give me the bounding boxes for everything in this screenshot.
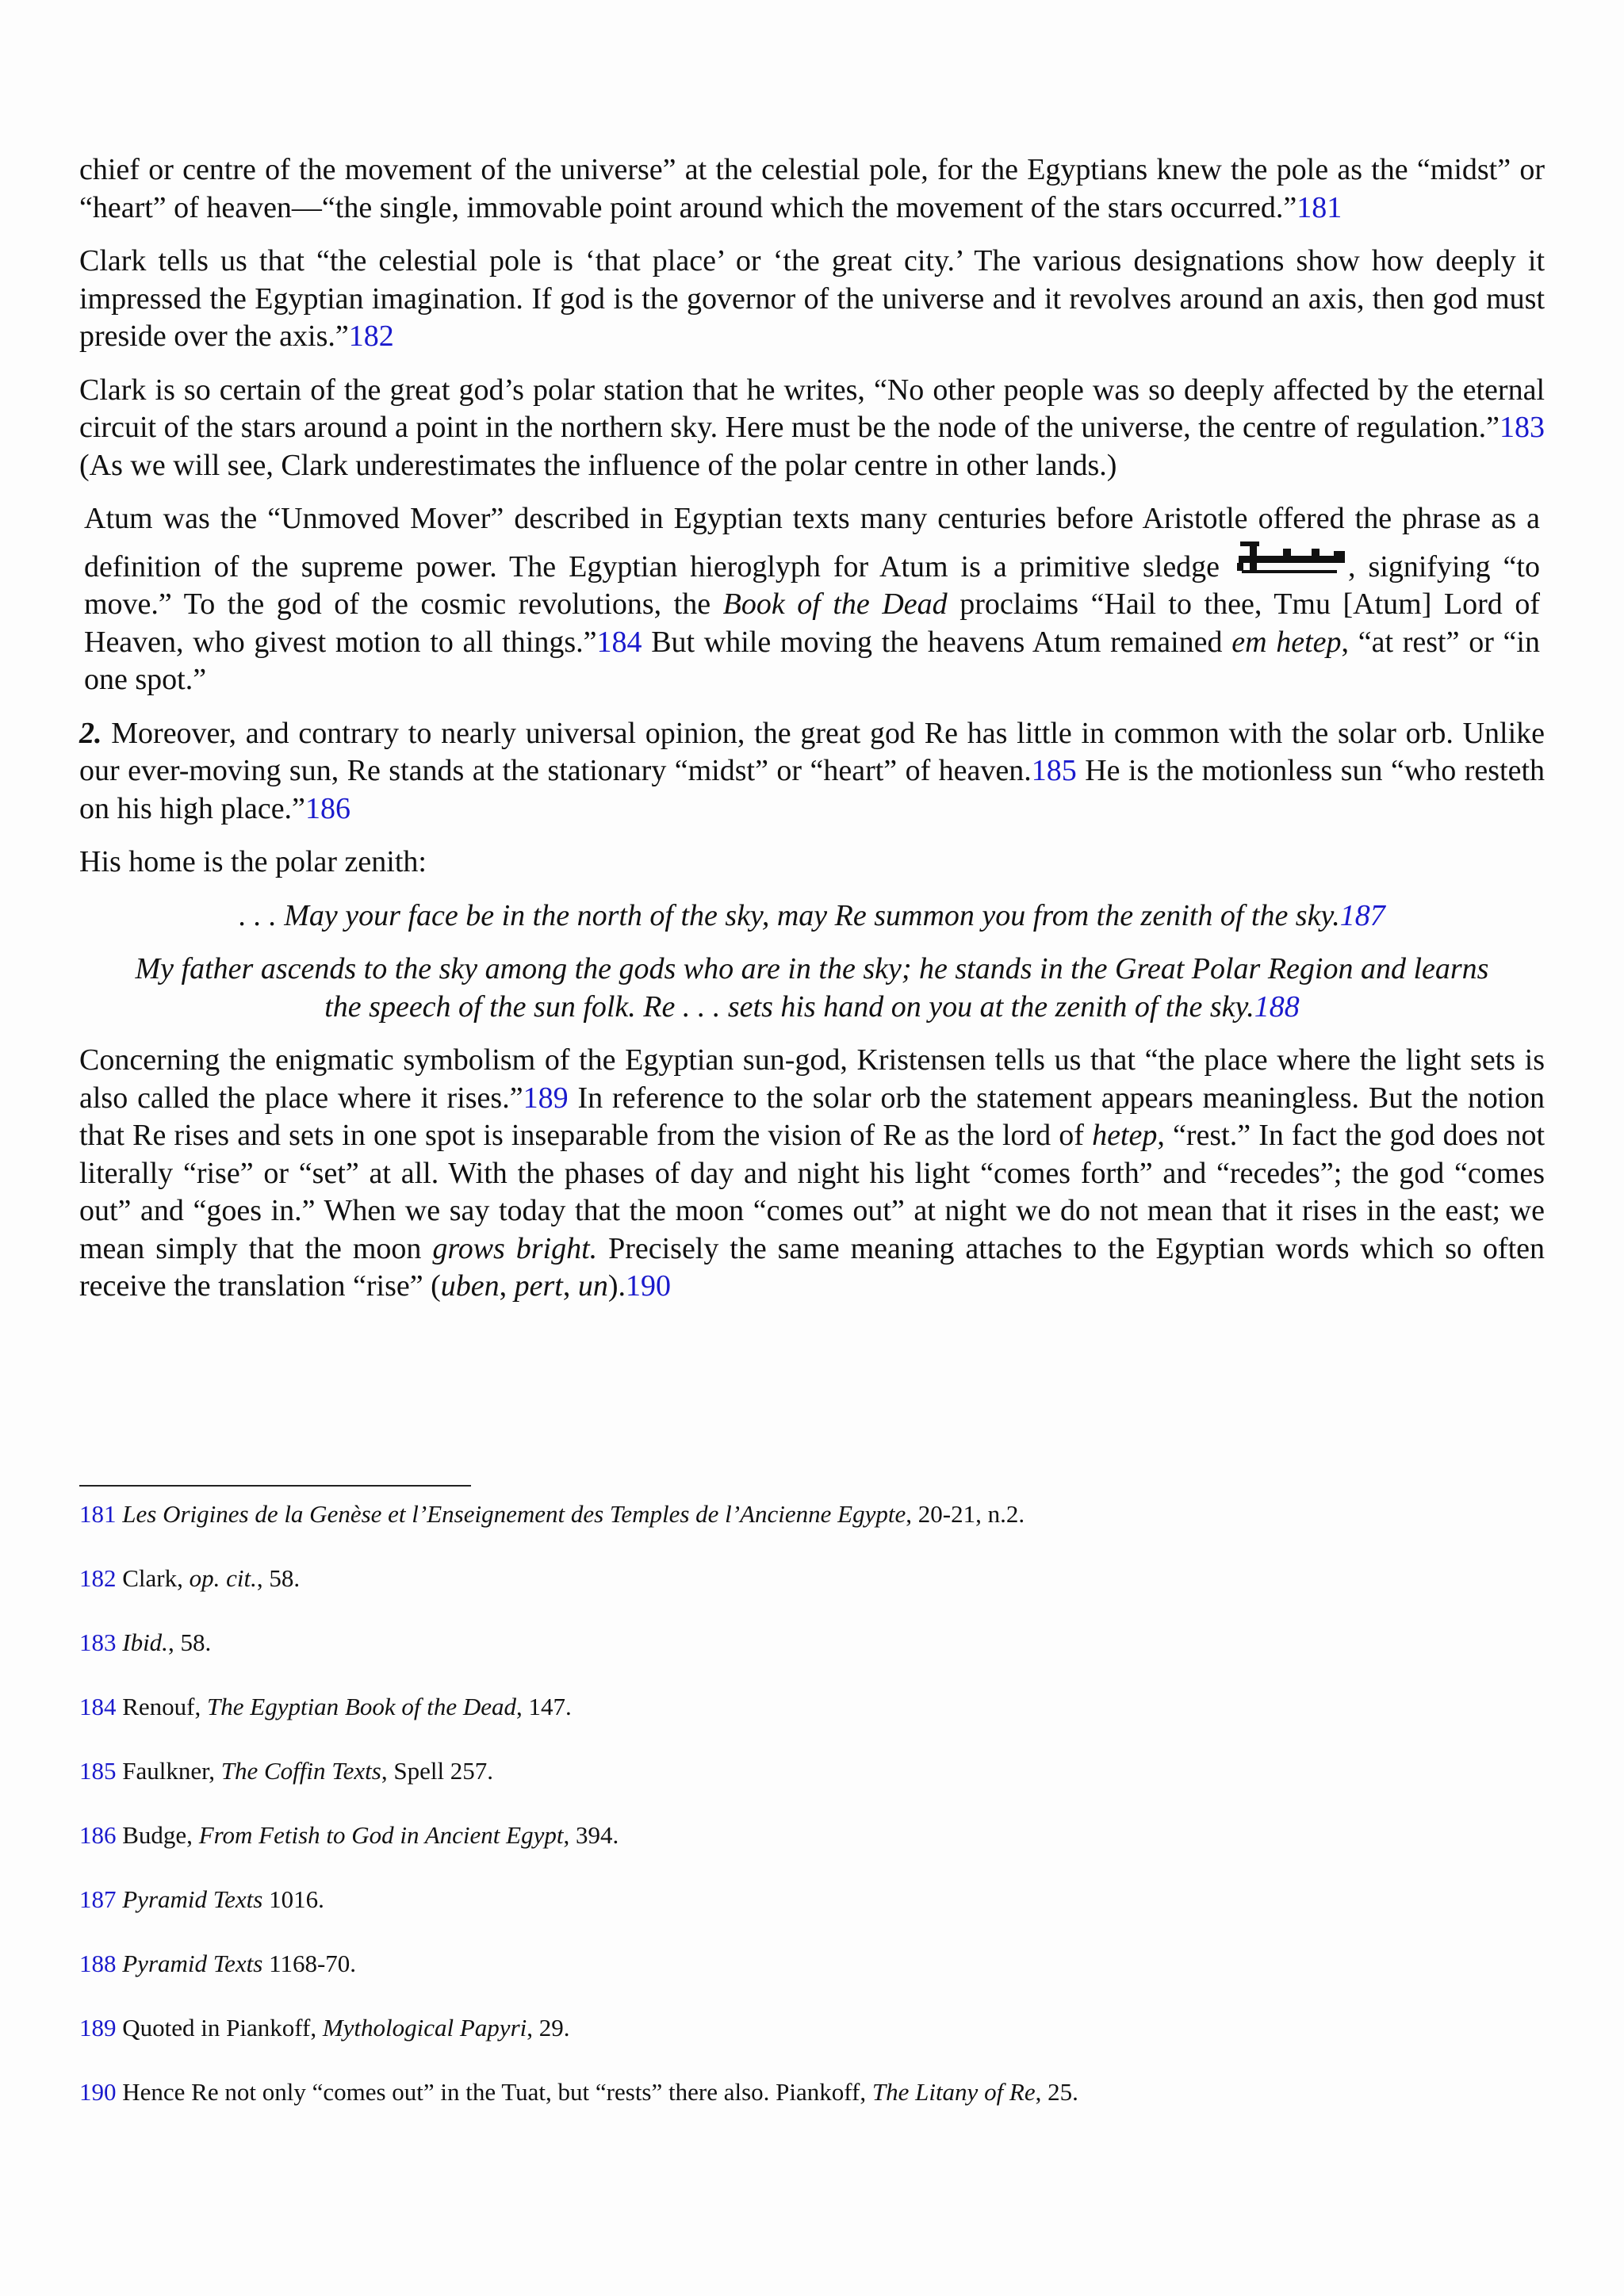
footnote-185	[79, 1755, 1545, 1787]
footnote-title: Les Origines de la Genèse et l’Enseignement des Temples de l’Ancienne Egypte	[122, 1500, 906, 1528]
footnote-link-182[interactable]: 182	[348, 320, 394, 353]
footnote-number[interactable]: 188	[79, 1950, 117, 1977]
italic-term: un	[577, 1269, 608, 1303]
footnote-188	[79, 1948, 1545, 1980]
footnote-title: The Egyptian Book of the Dead	[207, 1693, 517, 1720]
footnote-title: Pyramid Texts	[122, 1885, 263, 1913]
italic-term: grows bright.	[432, 1231, 598, 1265]
footnote-text: , 20-21, n.2.	[906, 1500, 1025, 1528]
footnote-189	[79, 2012, 1545, 2044]
paragraph-3	[79, 372, 1545, 485]
sledge-hieroglyph-icon	[1235, 538, 1348, 578]
footnote-184	[79, 1691, 1545, 1723]
italic-term: em hetep	[1231, 625, 1342, 659]
footnote-text: Faulkner,	[116, 1757, 221, 1785]
footnotes	[79, 1498, 1545, 2141]
paragraph-text: Clark tells us that “the celestial pole is ‘that place’ or ‘the great city.’ The various designations show how deeply it impressed the Egyptian imagination. If god is the governor of the universe and it revolves around an axis, then god must preside over the axis.”	[79, 244, 1545, 353]
paragraph-text: Precisely the same meaning attaches to the Egyptian words which so often receive the translation “rise” (	[79, 1231, 1545, 1303]
footnote-183	[79, 1627, 1545, 1659]
paragraph-text: ).	[607, 1269, 626, 1303]
paragraph-text: Atum was the “Unmoved Mover” described in Egyptian texts many centuries before Aristotle offered the phrase as a definition of the supreme power. The Egyptian hieroglyph for Atum is a primitive sledge	[84, 502, 1540, 584]
footnote-text: , 29.	[527, 2014, 570, 2042]
paragraph-text: But while moving the heavens Atum remained	[642, 625, 1232, 659]
block-quote-1	[79, 897, 1545, 936]
footnote-number[interactable]: 185	[79, 1757, 117, 1785]
italic-term: uben	[440, 1269, 500, 1303]
paragraph-text: Clark is so certain of the great god’s polar station that he writes, “No other people was so deeply affected by the eternal circuit of the stars around a point in the northern sky. Here must be the node of the universe, the centre of regulation.”	[79, 373, 1545, 444]
main-text	[79, 151, 1545, 1322]
footnote-text: , 58.	[167, 1628, 212, 1656]
paragraph-text: ,	[562, 1269, 578, 1303]
footnote-text: Budge,	[116, 1821, 199, 1849]
italic-term: pert	[514, 1269, 563, 1303]
footnote-text: , 58.	[256, 1564, 301, 1592]
footnote-title: op. cit.	[189, 1564, 257, 1592]
quote-text: My father ascends to the sky among the gods who are in the sky; he stands in the Great Polar Region and learns the speech of the sun folk. Re . . . sets his hand on you at the zenith of the sky.	[135, 952, 1489, 1024]
footnote-divider	[79, 1485, 471, 1487]
paragraph-text: Concerning the enigmatic symbolism of the Egyptian sun-god, Kristensen tells us that “the place where the light sets is also called the place where it rises.”	[79, 1043, 1545, 1115]
footnote-link-190[interactable]: 190	[626, 1269, 672, 1303]
footnote-title: From Fetish to God in Ancient Egypt	[198, 1821, 564, 1849]
section-number: 2.	[79, 716, 102, 750]
paragraph-text: (As we will see, Clark underestimates the influence of the polar centre in other lands.)	[79, 448, 1117, 482]
paragraph-text: , signifying “to move.” To the god of the cosmic revolutions, the	[84, 549, 1540, 621]
paragraph-5	[79, 715, 1545, 828]
paragraph-text: , “at rest” or “in one spot.”	[84, 625, 1540, 696]
paragraph-1	[79, 151, 1545, 227]
footnote-title: The Litany of Re	[871, 2078, 1036, 2106]
footnote-187	[79, 1884, 1545, 1915]
paragraph-text: In reference to the solar orb the statement appears meaningless. But the notion that Re rises and sets in one spot is inseparable from the vision of Re as the lord of	[79, 1081, 1545, 1152]
paragraph-text: His home is the polar zenith:	[79, 845, 427, 878]
footnote-link-183[interactable]: 183	[1500, 411, 1545, 444]
footnote-number[interactable]: 186	[79, 1821, 117, 1849]
footnote-number[interactable]: 182	[79, 1564, 117, 1592]
footnote-text: Renouf,	[116, 1693, 208, 1720]
block-quote-2	[79, 951, 1545, 1026]
footnote-number[interactable]: 184	[79, 1693, 117, 1720]
footnote-link-186[interactable]: 186	[304, 791, 350, 825]
book-title: Book of the Dead	[722, 587, 948, 621]
paragraph-4	[79, 500, 1545, 699]
paragraph-2	[79, 243, 1545, 356]
footnote-title: Pyramid Texts	[122, 1950, 263, 1977]
paragraph-7	[79, 1042, 1545, 1306]
paragraph-text: , “rest.” In fact the god does not literally “rise” or “set” at all. With the phases of day and night his light “comes forth” and “recedes”; the god “comes out” and “goes in.” When we say today that the moon “comes out” at night we do not mean that it rises in the east; we mean simply that the moon	[79, 1119, 1545, 1265]
footnote-text: , 25.	[1035, 2078, 1078, 2106]
paragraph-text: proclaims “Hail to thee, Tmu [Atum] Lord of Heaven, who givest motion to all things.”	[84, 587, 1540, 659]
footnote-text: 1016.	[262, 1885, 324, 1913]
paragraph-text: ,	[499, 1269, 515, 1303]
footnote-number[interactable]: 187	[79, 1885, 117, 1913]
footnote-186	[79, 1820, 1545, 1851]
paragraph-text: He is the motionless sun “who resteth on his high place.”	[79, 754, 1545, 825]
footnote-link-189[interactable]: 189	[523, 1081, 569, 1115]
footnote-text: Clark,	[116, 1564, 190, 1592]
footnote-text: , 147.	[516, 1693, 572, 1720]
paragraph-text: Moreover, and contrary to nearly universal opinion, the great god Re has little in common with the solar orb. Unlike our ever-moving sun, Re stands at the stationary “midst” or “heart” of heaven.	[79, 716, 1545, 787]
footnote-number[interactable]: 181	[79, 1500, 117, 1528]
footnote-link-188[interactable]: 188	[1254, 989, 1300, 1024]
footnote-link-185[interactable]: 185	[1031, 754, 1077, 787]
paragraph-6	[79, 844, 1545, 882]
footnote-title: The Coffin Texts	[220, 1757, 381, 1785]
footnote-text: Hence Re not only “comes out” in the Tuat, but “rests” there also. Piankoff,	[116, 2078, 872, 2106]
footnote-number[interactable]: 189	[79, 2014, 117, 2042]
footnote-182	[79, 1563, 1545, 1594]
quote-text: . . . May your face be in the north of the sky, may Re summon you from the zenith of the sky.	[239, 898, 1340, 932]
paragraph-text: chief or centre of the movement of the universe” at the celestial pole, for the Egyptians knew the pole as the “midst” or “heart” of heaven—“the single, immovable point around which the movement of the stars occurred.”	[79, 153, 1545, 224]
footnote-link-187[interactable]: 187	[1339, 898, 1385, 932]
footnote-text: 1168-70.	[262, 1950, 357, 1977]
footnote-title: Mythological Papyri	[322, 2014, 527, 2042]
footnote-190	[79, 2076, 1545, 2108]
italic-term: hetep	[1092, 1119, 1158, 1152]
footnote-text: , Spell 257.	[381, 1757, 494, 1785]
footnote-link-181[interactable]: 181	[1297, 190, 1342, 224]
footnote-number[interactable]: 183	[79, 1628, 117, 1656]
footnote-number[interactable]: 190	[79, 2078, 117, 2106]
footnote-link-184[interactable]: 184	[596, 625, 642, 659]
footnote-text: , 394.	[563, 1821, 619, 1849]
footnote-title: Ibid.	[122, 1628, 168, 1656]
footnote-text: Quoted in Piankoff,	[116, 2014, 323, 2042]
footnote-181	[79, 1498, 1545, 1530]
